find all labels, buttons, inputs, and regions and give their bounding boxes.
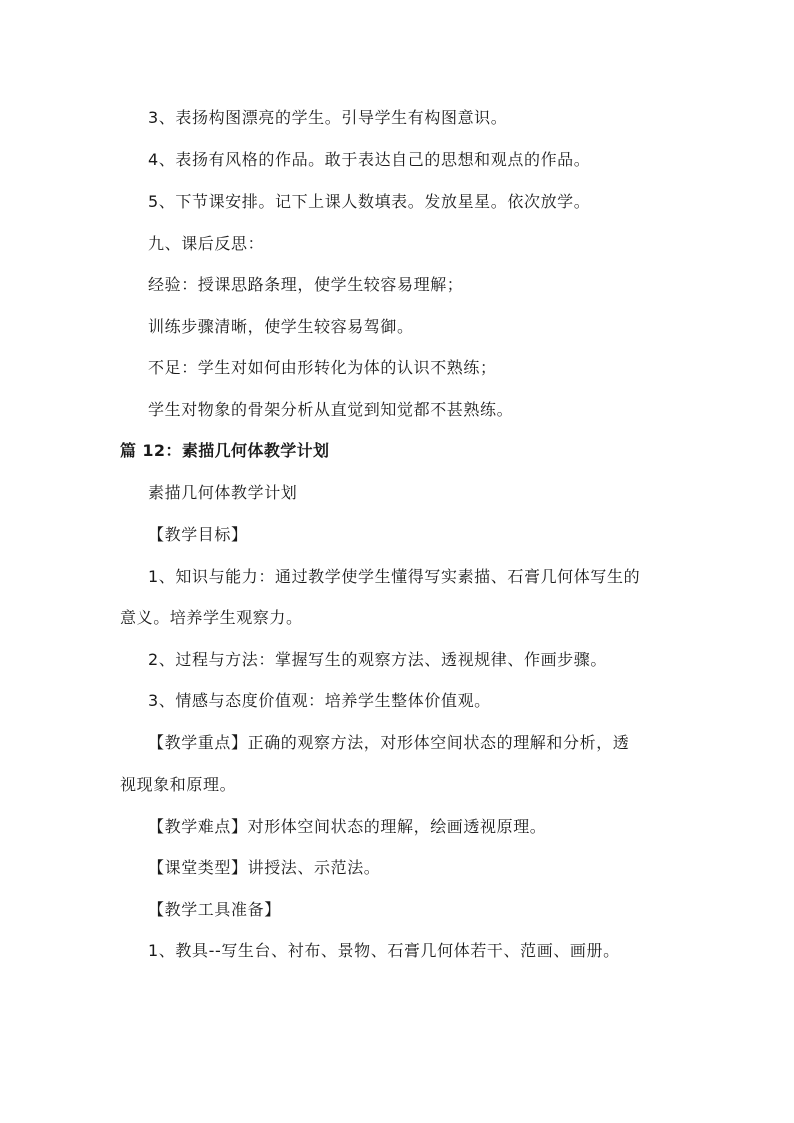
chapter-heading: 篇 12：素描几何体教学计划	[120, 441, 330, 460]
document-title: 素描几何体教学计划	[148, 483, 298, 502]
text-line: 训练步骤清晰，使学生较容易驾御。	[148, 317, 414, 336]
text-line: 意义。培养学生观察力。	[120, 608, 303, 627]
section-label: 【教学工具准备】	[148, 900, 281, 919]
text-line: 经验：授课思路条理，使学生较容易理解；	[148, 275, 464, 294]
text-line: 【教学难点】对形体空间状态的理解，绘画透视原理。	[148, 817, 547, 836]
text-line: 5、下节课安排。记下上课人数填表。发放星星。依次放学。	[148, 192, 591, 211]
text-line: 不足：学生对如何由形转化为体的认识不熟练；	[148, 358, 497, 377]
text-line: 1、知识与能力：通过教学使学生懂得写实素描、石膏几何体写生的	[148, 567, 641, 586]
text-line: 2、过程与方法：掌握写生的观察方法、透视规律、作画步骤。	[148, 650, 607, 669]
text-line: 3、表扬构图漂亮的学生。引导学生有构图意识。	[148, 108, 508, 127]
section-label: 【教学目标】	[148, 525, 248, 544]
text-line: 3、情感与态度价值观：培养学生整体价值观。	[148, 691, 491, 710]
text-line: 【教学重点】正确的观察方法，对形体空间状态的理解和分析，透	[148, 733, 630, 752]
text-line: 学生对物象的骨架分析从直觉到知觉都不甚熟练。	[148, 400, 514, 419]
text-line: 【课堂类型】讲授法、示范法。	[148, 858, 381, 877]
text-line: 1、教具--写生台、衬布、景物、石膏几何体若干、范画、画册。	[148, 941, 620, 960]
section-heading: 九、课后反思：	[148, 234, 265, 253]
text-line: 视现象和原理。	[120, 775, 237, 794]
text-line: 4、表扬有风格的作品。敢于表达自己的思想和观点的作品。	[148, 150, 591, 169]
